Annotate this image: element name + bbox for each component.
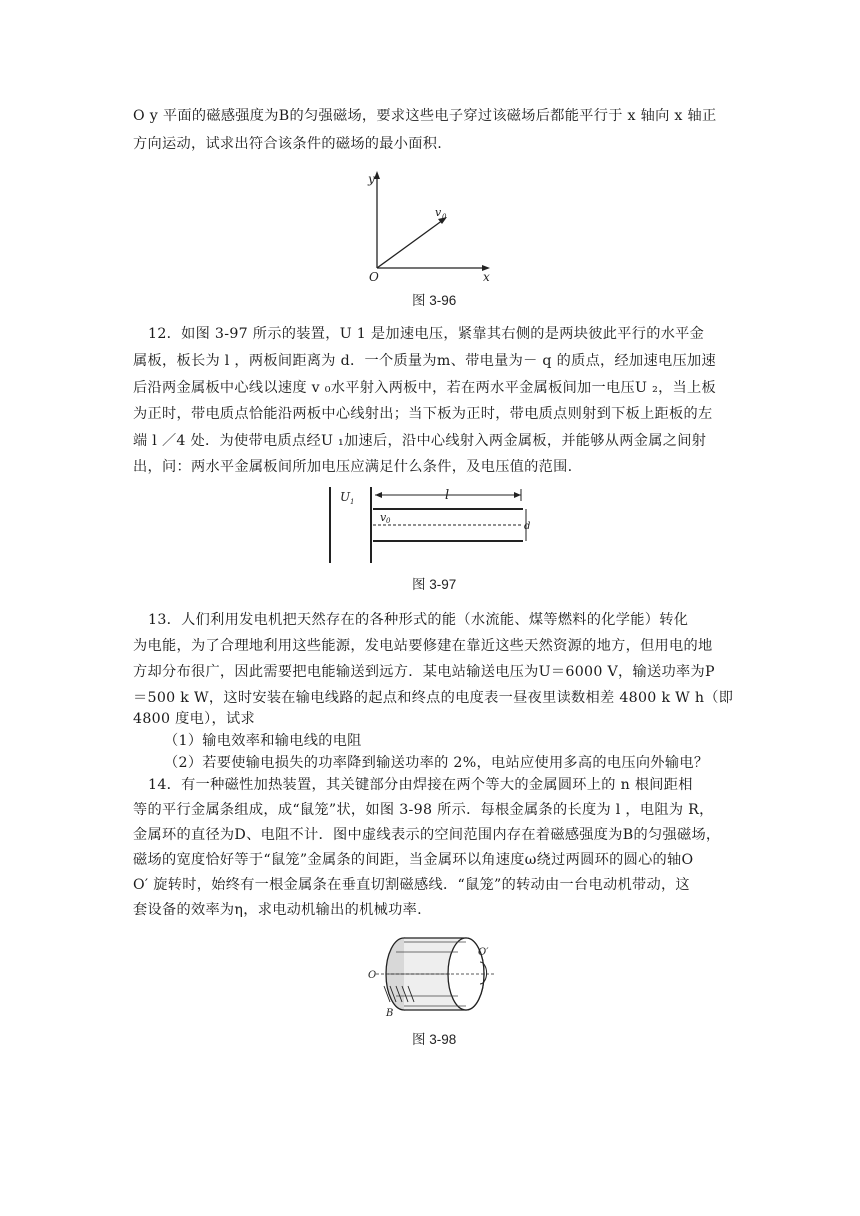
q14-line-2: 等的平行金属条组成，成“鼠笼”状，如图 3-98 所示．每根金属条的长度为 l ，电阻为 R，: [133, 802, 714, 818]
q14-line-3: 金属环的直径为D、电阻不计．图中虚线表示的空间范围内存在着磁感强度为B的匀强磁场，: [133, 827, 721, 843]
q12-line-4: 为正时，带电质点恰能沿两板中心线射出；当下板为正时，带电质点则射到下板上距板的左: [133, 406, 713, 422]
fig96-origin-label: O: [369, 270, 379, 284]
q14-line-1: 14．有一种磁性加热装置，其关键部分由焊接在两个等大的金属圆环上的 n 根间距相: [148, 777, 693, 793]
fig96-v-label: v: [435, 206, 442, 219]
fig98-o-label: O: [368, 970, 377, 981]
q12-line-2: 属板，板长为 l ，两板间距离为 d．一个质量为m、带电量为－ q 的质点，经加速电压加速: [133, 353, 716, 369]
q13-sub-2: （2）若要使输电损失的功率降到输送功率的 2%，电站应使用多高的电压向外输电？: [164, 755, 709, 771]
fig97-l-label: l: [445, 488, 450, 503]
figure-3-97: [325, 485, 535, 565]
figure-3-96-caption: 图 3-96: [412, 293, 457, 308]
q12-line-6: 出，问：两水平金属板间所加电压应满足什么条件，及电压值的范围.: [133, 459, 573, 475]
fig96-x-label: x: [483, 270, 490, 284]
q13-line-3: 方却分布很广，因此需要把电能输送到远方．某电站输送电压为U＝6000 V，输送功率为P: [133, 664, 715, 680]
q14-line-5: O′ 旋转时，始终有一根金属条在垂直切割磁感线．“鼠笼”的转动由一台电动机带动，这: [133, 877, 690, 893]
fig97-u-label: U: [340, 490, 351, 504]
q13-line-2: 为电能，为了合理地利用这些能源，发电站要修建在靠近这些天然资源的地方，但用电的地: [133, 638, 713, 654]
q13-line-4: ＝500 k W，这时安装在输电线路的起点和终点的电度表一昼夜里读数相差 4800 k W h（即: [133, 690, 734, 706]
q13-line-1: 13．人们利用发电机把天然存在的各种形式的能（水流能、煤等燃料的化学能）转化: [148, 612, 689, 628]
q12-line-1: 12．如图 3-97 所示的装置，U 1 是加速电压，紧靠其右侧的是两块彼此平行的水平金: [148, 326, 705, 342]
fig96-v-sub: 0: [442, 213, 447, 221]
intro-line-2: 方向运动，试求出符合该条件的磁场的最小面积.: [133, 136, 443, 152]
q14-line-6: 套设备的效率为η，求电动机输出的机械功率.: [133, 902, 422, 918]
figure-3-97-caption: 图 3-97: [412, 577, 457, 592]
q12-line-3: 后沿两金属板中心线以速度 v ₀水平射入两板中，若在两水平金属板间加一电压U ₂，当上板: [133, 380, 717, 396]
q13-line-5: 4800 度电），试求: [133, 711, 255, 727]
q13-sub-1: （1）输电效率和输电线的电阻: [164, 733, 362, 749]
fig97-d-label: d: [524, 521, 531, 532]
fig97-u-sub: 1: [350, 498, 355, 506]
intro-line-1: O y 平面的磁感强度为B的匀强磁场，要求这些电子穿过该磁场后都能平行于 x 轴向 x 轴正: [133, 108, 717, 124]
fig96-y-label: y: [368, 172, 375, 186]
fig98-b-label: B: [386, 1008, 394, 1019]
figure-3-96: [365, 168, 505, 288]
figure-3-98: [362, 928, 502, 1020]
fig98-o2-label: O′: [478, 947, 489, 958]
q14-line-4: 磁场的宽度恰好等于“鼠笼”金属条的间距，当金属环以角速度ω绕过两圆环的圆心的轴O: [133, 852, 694, 868]
q12-line-5: 端 l ／4 处．为使带电质点经U ₁加速后，沿中心线射入两金属板，并能够从两金属之间射: [133, 433, 707, 449]
fig97-v-label: v: [380, 511, 387, 524]
figure-3-98-caption: 图 3-98: [412, 1032, 457, 1047]
fig97-v-sub: 0: [386, 517, 391, 525]
